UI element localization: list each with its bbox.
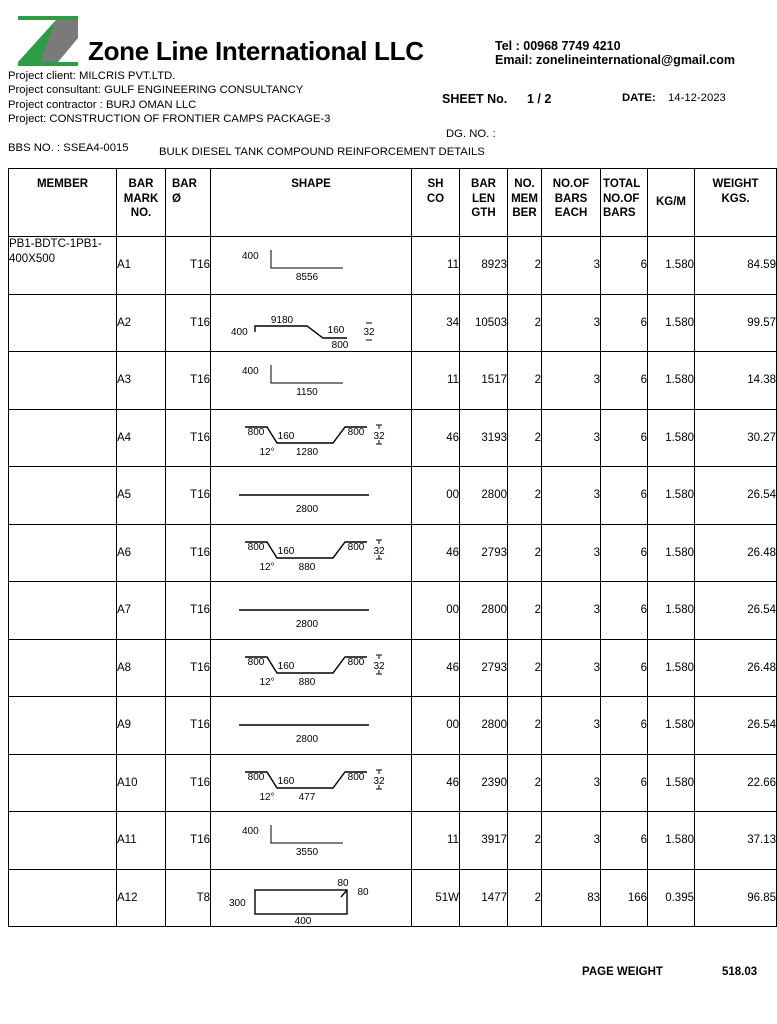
cell-total-bars: 6 bbox=[601, 409, 648, 467]
shape-L-icon bbox=[211, 237, 411, 293]
cell-bar-dia: T16 bbox=[166, 639, 211, 697]
dim-d: 32 bbox=[373, 430, 385, 442]
col-bar-length: BAR LEN GTH bbox=[460, 169, 508, 237]
cell-bars-each: 3 bbox=[542, 352, 601, 410]
dim-b: 160 bbox=[277, 775, 295, 787]
cell-shape bbox=[211, 409, 412, 467]
cell-sh-co: 00 bbox=[412, 467, 460, 525]
cell-bar-mark: A12 bbox=[117, 869, 166, 927]
dim-d: 32 bbox=[373, 775, 385, 787]
project-name: Project: CONSTRUCTION OF FRONTIER CAMPS PACKAGE-3 bbox=[8, 113, 331, 125]
table-row bbox=[9, 352, 777, 410]
cell-sh-co: 11 bbox=[412, 237, 460, 295]
dim-b: 160 bbox=[277, 430, 295, 442]
table-row bbox=[9, 237, 777, 295]
table-row bbox=[9, 467, 777, 525]
dim-b: 9180 bbox=[270, 314, 294, 326]
cell-sh-co: 46 bbox=[412, 524, 460, 582]
cell-kg-m: 1.580 bbox=[648, 639, 695, 697]
cell-bar-dia: T16 bbox=[166, 697, 211, 755]
sheet-value: 1 / 2 bbox=[527, 92, 552, 106]
cell-shape bbox=[211, 639, 412, 697]
dim-c: 800 bbox=[347, 541, 365, 553]
col-bars-each: NO.OF BARS EACH bbox=[542, 169, 601, 237]
cell-member: PB1-BDTC-1PB1-400X500 bbox=[9, 237, 117, 295]
cell-no-member: 2 bbox=[508, 869, 542, 927]
cell-kg-m: 1.580 bbox=[648, 409, 695, 467]
cell-bar-length: 2800 bbox=[460, 697, 508, 755]
cell-sh-co: 11 bbox=[412, 812, 460, 870]
cell-sh-co: 34 bbox=[412, 294, 460, 352]
col-shape: SHAPE bbox=[211, 169, 412, 237]
cell-no-member: 2 bbox=[508, 582, 542, 640]
cell-total-bars: 6 bbox=[601, 812, 648, 870]
cell-member bbox=[9, 294, 117, 352]
col-sh-co: SH CO bbox=[412, 169, 460, 237]
col-member: MEMBER bbox=[9, 169, 117, 237]
cell-total-bars: 6 bbox=[601, 582, 648, 640]
cell-sh-co: 11 bbox=[412, 352, 460, 410]
cell-bars-each: 3 bbox=[542, 409, 601, 467]
dim-b: 3550 bbox=[295, 847, 319, 859]
cell-bar-mark: A2 bbox=[117, 294, 166, 352]
dim-d: 80 bbox=[357, 886, 369, 898]
cell-bar-mark: A1 bbox=[117, 237, 166, 295]
cell-bar-mark: A11 bbox=[117, 812, 166, 870]
col-weight: WEIGHT KGS. bbox=[695, 169, 777, 237]
cell-member bbox=[9, 869, 117, 927]
cell-no-member: 2 bbox=[508, 294, 542, 352]
cell-no-member: 2 bbox=[508, 639, 542, 697]
dim-c: 80 bbox=[337, 877, 349, 889]
shape-straight-icon bbox=[211, 697, 411, 753]
cell-sh-co: 51W bbox=[412, 869, 460, 927]
cell-bar-length: 3193 bbox=[460, 409, 508, 467]
col-bar-dia: BAR Ø bbox=[166, 169, 211, 237]
dim-b: 8556 bbox=[295, 272, 319, 284]
cell-bar-mark: A7 bbox=[117, 582, 166, 640]
dim-a: 2800 bbox=[295, 734, 319, 746]
cell-bar-dia: T16 bbox=[166, 582, 211, 640]
shape-L-icon bbox=[211, 812, 411, 868]
dim-a: 2800 bbox=[295, 619, 319, 631]
cell-bar-mark: A9 bbox=[117, 697, 166, 755]
cell-member bbox=[9, 754, 117, 812]
cell-member bbox=[9, 467, 117, 525]
cell-member bbox=[9, 639, 117, 697]
shape-L-icon bbox=[211, 352, 411, 408]
cell-sh-co: 46 bbox=[412, 409, 460, 467]
dg-number: DG. NO. : bbox=[446, 128, 496, 140]
cell-shape bbox=[211, 294, 412, 352]
shape-tray-icon bbox=[211, 525, 411, 581]
dim-f: 880 bbox=[298, 676, 316, 688]
dim-f: 1280 bbox=[295, 446, 319, 458]
table-row bbox=[9, 294, 777, 352]
cell-bars-each: 3 bbox=[542, 237, 601, 295]
cell-bar-length: 10503 bbox=[460, 294, 508, 352]
cell-weight: 99.57 bbox=[695, 294, 777, 352]
cell-bar-length: 8923 bbox=[460, 237, 508, 295]
cell-bar-dia: T16 bbox=[166, 352, 211, 410]
dim-b: 160 bbox=[277, 660, 295, 672]
shape-straight-icon bbox=[211, 582, 411, 638]
table-row bbox=[9, 409, 777, 467]
cell-bars-each: 3 bbox=[542, 294, 601, 352]
dim-angle: 12° bbox=[259, 561, 275, 573]
cell-weight: 26.54 bbox=[695, 582, 777, 640]
cell-shape bbox=[211, 754, 412, 812]
contact-tel: Tel : 00968 7749 4210 bbox=[495, 39, 621, 53]
cell-kg-m: 1.580 bbox=[648, 237, 695, 295]
dim-c: 800 bbox=[347, 426, 365, 438]
table-row bbox=[9, 697, 777, 755]
cell-shape bbox=[211, 352, 412, 410]
cell-weight: 26.48 bbox=[695, 639, 777, 697]
cell-bars-each: 3 bbox=[542, 812, 601, 870]
cell-total-bars: 6 bbox=[601, 639, 648, 697]
cell-weight: 84.59 bbox=[695, 237, 777, 295]
cell-total-bars: 6 bbox=[601, 754, 648, 812]
dim-e: 32 bbox=[363, 326, 375, 338]
dim-angle: 12° bbox=[259, 446, 275, 458]
cell-no-member: 2 bbox=[508, 352, 542, 410]
cell-no-member: 2 bbox=[508, 524, 542, 582]
cell-bar-mark: A10 bbox=[117, 754, 166, 812]
shape-straight-icon bbox=[211, 467, 411, 523]
cell-bar-mark: A8 bbox=[117, 639, 166, 697]
shape-tray-icon bbox=[211, 755, 411, 811]
cell-bar-mark: A5 bbox=[117, 467, 166, 525]
project-consultant: Project consultant: GULF ENGINEERING CONSULTANCY bbox=[8, 84, 304, 96]
shape-crank-icon bbox=[211, 295, 411, 351]
shape-stirrup-icon bbox=[211, 870, 411, 926]
cell-shape bbox=[211, 869, 412, 927]
cell-no-member: 2 bbox=[508, 409, 542, 467]
cell-member bbox=[9, 812, 117, 870]
cell-bar-dia: T16 bbox=[166, 754, 211, 812]
col-total-bars: TOTAL NO.OF BARS bbox=[601, 169, 648, 237]
cell-member bbox=[9, 352, 117, 410]
project-client: Project client: MILCRIS PVT.LTD. bbox=[8, 70, 176, 82]
cell-kg-m: 1.580 bbox=[648, 524, 695, 582]
dim-angle: 12° bbox=[259, 791, 275, 803]
cell-no-member: 2 bbox=[508, 237, 542, 295]
cell-bar-dia: T16 bbox=[166, 294, 211, 352]
dim-d: 32 bbox=[373, 660, 385, 672]
cell-bar-mark: A4 bbox=[117, 409, 166, 467]
dim-a: 800 bbox=[247, 541, 265, 553]
project-contractor: Project contractor : BURJ OMAN LLC bbox=[8, 99, 197, 111]
cell-member bbox=[9, 409, 117, 467]
cell-total-bars: 6 bbox=[601, 467, 648, 525]
dim-c: 800 bbox=[347, 656, 365, 668]
company-logo-icon bbox=[18, 16, 78, 66]
cell-weight: 26.48 bbox=[695, 524, 777, 582]
cell-member bbox=[9, 524, 117, 582]
cell-bars-each: 3 bbox=[542, 524, 601, 582]
cell-no-member: 2 bbox=[508, 812, 542, 870]
cell-no-member: 2 bbox=[508, 754, 542, 812]
dim-d: 32 bbox=[373, 545, 385, 557]
cell-kg-m: 1.580 bbox=[648, 352, 695, 410]
cell-kg-m: 1.580 bbox=[648, 294, 695, 352]
cell-bar-length: 1477 bbox=[460, 869, 508, 927]
table-row bbox=[9, 639, 777, 697]
dim-angle: 12° bbox=[259, 676, 275, 688]
cell-weight: 22.66 bbox=[695, 754, 777, 812]
cell-total-bars: 6 bbox=[601, 524, 648, 582]
cell-bar-length: 3917 bbox=[460, 812, 508, 870]
dim-f: 880 bbox=[298, 561, 316, 573]
dim-d: 800 bbox=[331, 339, 349, 351]
dim-c: 800 bbox=[347, 771, 365, 783]
dim-b: 1150 bbox=[296, 387, 318, 399]
dim-a: 400 bbox=[242, 251, 259, 263]
dim-b: 400 bbox=[294, 915, 312, 927]
table-row bbox=[9, 812, 777, 870]
cell-bar-mark: A6 bbox=[117, 524, 166, 582]
date-label: DATE: bbox=[622, 92, 656, 104]
cell-kg-m: 1.580 bbox=[648, 582, 695, 640]
page-weight-value: 518.03 bbox=[722, 966, 758, 978]
dim-b: 160 bbox=[277, 545, 295, 557]
cell-shape bbox=[211, 524, 412, 582]
cell-bar-dia: T16 bbox=[166, 409, 211, 467]
cell-total-bars: 166 bbox=[601, 869, 648, 927]
dim-a: 2800 bbox=[295, 504, 319, 516]
cell-weight: 26.54 bbox=[695, 697, 777, 755]
cell-bars-each: 3 bbox=[542, 754, 601, 812]
cell-weight: 37.13 bbox=[695, 812, 777, 870]
cell-sh-co: 46 bbox=[412, 639, 460, 697]
cell-bar-dia: T16 bbox=[166, 524, 211, 582]
cell-total-bars: 6 bbox=[601, 294, 648, 352]
cell-bars-each: 3 bbox=[542, 697, 601, 755]
cell-bar-mark: A3 bbox=[117, 352, 166, 410]
table-row bbox=[9, 869, 777, 927]
cell-no-member: 2 bbox=[508, 697, 542, 755]
cell-kg-m: 1.580 bbox=[648, 754, 695, 812]
cell-bar-dia: T16 bbox=[166, 812, 211, 870]
sheet-label: SHEET No. bbox=[442, 92, 508, 106]
cell-bar-dia: T8 bbox=[166, 869, 211, 927]
cell-bar-length: 2793 bbox=[460, 524, 508, 582]
cell-bars-each: 3 bbox=[542, 467, 601, 525]
cell-kg-m: 0.395 bbox=[648, 869, 695, 927]
company-name: Zone Line International LLC bbox=[88, 36, 424, 66]
cell-bar-length: 2800 bbox=[460, 467, 508, 525]
sheet-description: BULK DIESEL TANK COMPOUND REINFORCEMENT DETAILS bbox=[159, 146, 485, 158]
table-header-row bbox=[9, 169, 777, 237]
cell-shape bbox=[211, 467, 412, 525]
table-row bbox=[9, 582, 777, 640]
cell-kg-m: 1.580 bbox=[648, 812, 695, 870]
dim-a: 800 bbox=[247, 426, 265, 438]
shape-tray-icon bbox=[211, 410, 411, 466]
cell-bar-length: 2390 bbox=[460, 754, 508, 812]
cell-sh-co: 00 bbox=[412, 582, 460, 640]
page-weight-label: PAGE WEIGHT bbox=[582, 966, 663, 978]
cell-weight: 14.38 bbox=[695, 352, 777, 410]
cell-no-member: 2 bbox=[508, 467, 542, 525]
col-bar-mark: BAR MARK NO. bbox=[117, 169, 166, 237]
cell-total-bars: 6 bbox=[601, 352, 648, 410]
cell-shape bbox=[211, 582, 412, 640]
cell-member bbox=[9, 697, 117, 755]
dim-f: 477 bbox=[298, 791, 316, 803]
table-row bbox=[9, 524, 777, 582]
contact-email: Email: zonelineinternational@gmail.com bbox=[495, 53, 736, 67]
cell-kg-m: 1.580 bbox=[648, 697, 695, 755]
col-no-member: NO. MEM BER bbox=[508, 169, 542, 237]
dim-a: 800 bbox=[247, 771, 265, 783]
cell-bars-each: 83 bbox=[542, 869, 601, 927]
cell-bar-length: 2793 bbox=[460, 639, 508, 697]
table-row bbox=[9, 754, 777, 812]
cell-shape bbox=[211, 697, 412, 755]
bbs-number: BBS NO. : SSEA4-0015 bbox=[8, 142, 129, 154]
cell-sh-co: 00 bbox=[412, 697, 460, 755]
shape-tray-icon bbox=[211, 640, 411, 696]
dim-a: 800 bbox=[247, 656, 265, 668]
cell-member bbox=[9, 582, 117, 640]
cell-bar-dia: T16 bbox=[166, 467, 211, 525]
date-value: 14-12-2023 bbox=[668, 92, 726, 104]
dim-a: 300 bbox=[229, 897, 246, 909]
cell-total-bars: 6 bbox=[601, 697, 648, 755]
dim-c: 160 bbox=[327, 324, 345, 336]
cell-kg-m: 1.580 bbox=[648, 467, 695, 525]
dim-a: 400 bbox=[242, 366, 259, 378]
dim-a: 400 bbox=[231, 326, 248, 338]
cell-total-bars: 6 bbox=[601, 237, 648, 295]
dim-a: 400 bbox=[242, 826, 259, 838]
bar-bending-schedule-table bbox=[8, 168, 777, 927]
cell-bar-length: 2800 bbox=[460, 582, 508, 640]
cell-bars-each: 3 bbox=[542, 639, 601, 697]
cell-shape bbox=[211, 812, 412, 870]
col-kg-m: KG/M bbox=[648, 169, 695, 237]
cell-weight: 96.85 bbox=[695, 869, 777, 927]
cell-weight: 30.27 bbox=[695, 409, 777, 467]
cell-sh-co: 46 bbox=[412, 754, 460, 812]
cell-bar-length: 1517 bbox=[460, 352, 508, 410]
cell-shape bbox=[211, 237, 412, 295]
cell-weight: 26.54 bbox=[695, 467, 777, 525]
cell-bars-each: 3 bbox=[542, 582, 601, 640]
cell-bar-dia: T16 bbox=[166, 237, 211, 295]
